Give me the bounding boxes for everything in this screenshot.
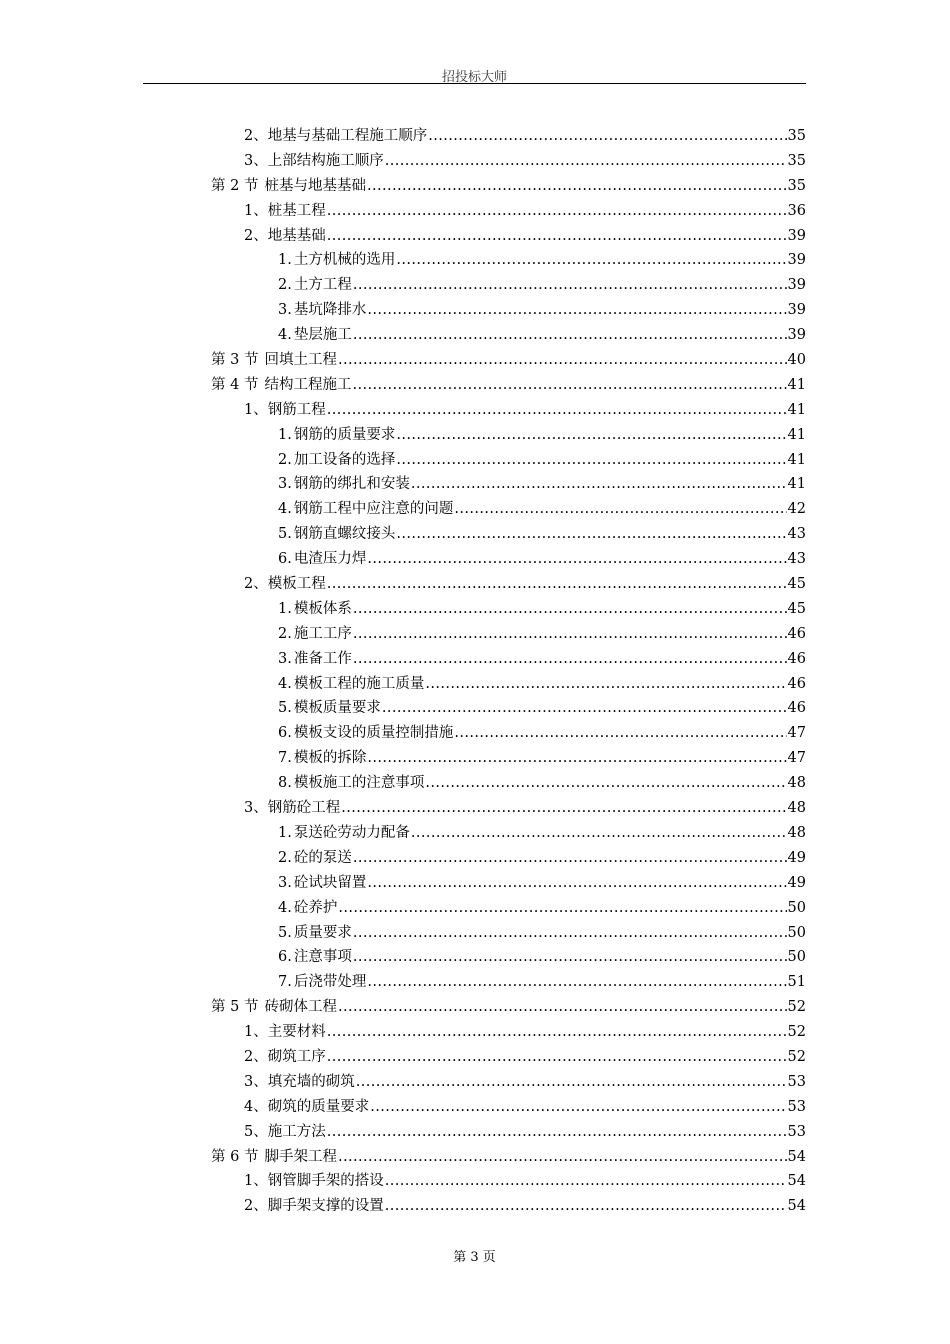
toc-entry-page-number: 41 <box>787 476 806 493</box>
toc-dot-leader <box>327 398 787 423</box>
toc-entry-page-number: 41 <box>787 376 806 393</box>
toc-entry-number: 7. <box>278 750 292 767</box>
toc-entry-number: 4. <box>278 675 292 692</box>
toc-entry-title: 结构工程施工 <box>264 376 352 393</box>
toc-dot-leader <box>367 970 786 995</box>
toc-entry-page-number: 35 <box>787 152 806 169</box>
toc-entry[interactable] <box>211 398 806 423</box>
toc-entry-title: 土方机械的选用 <box>293 252 396 269</box>
toc-entry-page-number: 47 <box>787 725 806 742</box>
toc-entry-number: 2、 <box>244 128 268 144</box>
toc-entry[interactable] <box>211 298 806 323</box>
toc-dot-leader <box>353 273 787 298</box>
toc-entry-number: 2、 <box>244 227 268 244</box>
toc-dot-leader <box>385 1169 787 1194</box>
toc-entry-number: 2、 <box>244 576 268 593</box>
toc-entry[interactable] <box>211 348 806 373</box>
toc-entry-title: 模板的拆除 <box>293 750 367 767</box>
toc-entry-page-number: 50 <box>787 949 806 966</box>
toc-entry[interactable] <box>211 1120 806 1145</box>
toc-entry-title: 主要材料 <box>267 1024 326 1041</box>
toc-entry-page-number: 49 <box>787 849 806 866</box>
toc-entry-page-number: 46 <box>787 700 806 717</box>
toc-entry-page-number: 35 <box>787 128 806 144</box>
toc-entry[interactable] <box>211 945 806 970</box>
toc-entry[interactable] <box>211 149 806 174</box>
toc-entry[interactable] <box>211 174 806 199</box>
toc-entry-page-number: 54 <box>787 1148 806 1165</box>
toc-dot-leader <box>454 721 786 746</box>
toc-entry-page-number: 50 <box>787 899 806 916</box>
toc-dot-leader <box>382 696 787 721</box>
header-divider <box>143 83 806 84</box>
toc-entry-number: 4、 <box>244 1098 268 1115</box>
table-of-contents <box>211 124 806 1219</box>
toc-entry[interactable] <box>211 622 806 647</box>
toc-entry-page-number: 39 <box>787 327 806 344</box>
toc-dot-leader <box>425 771 786 796</box>
toc-entry-number: 7. <box>278 974 292 991</box>
toc-entry-page-number: 47 <box>787 750 806 767</box>
toc-entry-page-number: 43 <box>787 526 806 543</box>
toc-dot-leader <box>353 647 787 672</box>
toc-dot-leader <box>353 921 787 946</box>
toc-entry-page-number: 49 <box>787 874 806 891</box>
toc-entry-page-number: 41 <box>787 451 806 468</box>
toc-entry[interactable] <box>211 846 806 871</box>
toc-entry-number: 1、 <box>244 202 268 219</box>
toc-entry-number: 1. <box>278 252 292 269</box>
toc-dot-leader <box>327 572 787 597</box>
toc-entry-title: 钢筋的绑扎和安装 <box>293 476 410 493</box>
toc-entry-number: 1、 <box>244 401 268 418</box>
toc-entry-number: 4. <box>278 327 292 344</box>
toc-entry-number: 第 3 节 <box>211 352 259 369</box>
toc-entry-page-number: 50 <box>787 924 806 941</box>
toc-entry[interactable] <box>211 497 806 522</box>
toc-dot-leader <box>411 821 787 846</box>
toc-entry[interactable] <box>211 696 806 721</box>
toc-entry-title: 地基与基础工程施工顺序 <box>267 128 428 144</box>
toc-entry[interactable] <box>211 199 806 224</box>
toc-entry-title: 模板工程 <box>267 576 326 593</box>
toc-dot-leader <box>367 746 786 771</box>
toc-entry-title: 砌筑的质量要求 <box>267 1098 370 1115</box>
toc-dot-leader <box>353 622 787 647</box>
toc-entry[interactable] <box>211 572 806 597</box>
toc-entry[interactable] <box>211 896 806 921</box>
toc-entry[interactable] <box>211 124 806 149</box>
toc-entry-title: 模板支设的质量控制措施 <box>293 725 454 742</box>
toc-entry-page-number: 39 <box>787 302 806 319</box>
toc-entry-number: 2、 <box>244 1048 268 1065</box>
toc-entry-number: 1. <box>278 426 292 443</box>
toc-entry-number: 4. <box>278 501 292 518</box>
toc-entry-title: 桩基工程 <box>267 202 326 219</box>
toc-entry-number: 第 5 节 <box>211 999 259 1016</box>
toc-dot-leader <box>327 1045 787 1070</box>
toc-dot-leader <box>385 149 787 174</box>
toc-entry-number: 第 2 节 <box>211 177 259 194</box>
toc-entry-page-number: 41 <box>787 426 806 443</box>
toc-entry[interactable] <box>211 1045 806 1070</box>
toc-entry-number: 2. <box>278 625 292 642</box>
toc-entry[interactable] <box>211 796 806 821</box>
toc-entry-page-number: 46 <box>787 675 806 692</box>
toc-entry-title: 注意事项 <box>293 949 352 966</box>
toc-entry[interactable] <box>211 448 806 473</box>
toc-entry-title: 泵送砼劳动力配备 <box>293 824 410 841</box>
toc-entry-number: 1、 <box>244 1024 268 1041</box>
toc-dot-leader <box>327 199 787 224</box>
toc-entry-title: 模板施工的注意事项 <box>293 775 425 792</box>
toc-entry-title: 脚手架支撑的设置 <box>267 1198 384 1215</box>
toc-entry-title: 钢筋直螺纹接头 <box>293 526 396 543</box>
toc-entry[interactable] <box>211 771 806 796</box>
toc-entry-number: 5. <box>278 700 292 717</box>
toc-entry-page-number: 45 <box>787 600 806 617</box>
toc-entry-title: 砌筑工序 <box>267 1048 326 1065</box>
toc-entry[interactable] <box>211 1070 806 1095</box>
toc-dot-leader <box>356 1070 787 1095</box>
toc-entry-number: 1. <box>278 600 292 617</box>
page-footer: 第 3 页 <box>453 1250 496 1265</box>
toc-entry-page-number: 48 <box>787 775 806 792</box>
toc-entry-page-number: 54 <box>787 1173 806 1190</box>
toc-entry-number: 3、 <box>244 152 268 169</box>
toc-entry-number: 5. <box>278 924 292 941</box>
toc-entry-title: 钢筋的质量要求 <box>293 426 396 443</box>
toc-dot-leader <box>396 448 786 473</box>
toc-entry-number: 3. <box>278 874 292 891</box>
toc-dot-leader <box>352 373 786 398</box>
toc-entry[interactable] <box>211 672 806 697</box>
toc-entry-number: 2. <box>278 849 292 866</box>
toc-entry-title: 施工方法 <box>267 1123 326 1140</box>
toc-entry-number: 第 6 节 <box>211 1148 259 1165</box>
toc-entry-number: 2、 <box>244 1198 268 1215</box>
toc-entry[interactable] <box>211 1194 806 1219</box>
toc-dot-leader <box>367 298 786 323</box>
toc-dot-leader <box>338 995 787 1020</box>
toc-entry-page-number: 53 <box>787 1123 806 1140</box>
toc-dot-leader <box>411 472 787 497</box>
toc-entry-title: 模板质量要求 <box>293 700 381 717</box>
toc-entry-page-number: 53 <box>787 1073 806 1090</box>
toc-entry-page-number: 39 <box>787 277 806 294</box>
toc-entry-title: 上部结构施工顺序 <box>267 152 384 169</box>
toc-entry-number: 3、 <box>244 1073 268 1090</box>
toc-entry-title: 模板工程的施工质量 <box>293 675 425 692</box>
toc-dot-leader <box>338 348 787 373</box>
toc-dot-leader <box>396 522 786 547</box>
toc-entry[interactable] <box>211 373 806 398</box>
toc-entry[interactable] <box>211 746 806 771</box>
toc-entry-page-number: 36 <box>787 202 806 219</box>
toc-entry[interactable] <box>211 1169 806 1194</box>
toc-entry-page-number: 43 <box>787 551 806 568</box>
toc-entry-number: 8. <box>278 775 292 792</box>
page-header: 招投标大师 <box>441 70 507 85</box>
toc-dot-leader <box>338 1145 787 1170</box>
toc-entry-page-number: 41 <box>787 401 806 418</box>
toc-entry-title: 砖砌体工程 <box>264 999 337 1016</box>
toc-entry-number: 6. <box>278 949 292 966</box>
toc-entry[interactable] <box>211 921 806 946</box>
toc-entry[interactable] <box>211 248 806 273</box>
toc-entry-page-number: 39 <box>787 227 806 244</box>
toc-entry[interactable] <box>211 547 806 572</box>
toc-entry-title: 加工设备的选择 <box>293 451 396 468</box>
toc-entry-title: 垫层施工 <box>293 327 352 344</box>
toc-entry-number: 第 4 节 <box>211 376 259 393</box>
toc-entry-page-number: 46 <box>787 650 806 667</box>
toc-entry-title: 模板体系 <box>293 600 352 617</box>
toc-dot-leader <box>367 871 786 896</box>
toc-dot-leader <box>338 896 786 921</box>
toc-entry-title: 施工工序 <box>293 625 352 642</box>
toc-entry[interactable] <box>211 647 806 672</box>
toc-entry-title: 质量要求 <box>293 924 352 941</box>
toc-entry-page-number: 39 <box>787 252 806 269</box>
toc-entry-title: 脚手架工程 <box>264 1148 337 1165</box>
toc-entry[interactable] <box>211 323 806 348</box>
toc-dot-leader <box>353 846 787 871</box>
toc-entry-number: 3. <box>278 302 292 319</box>
toc-entry-page-number: 35 <box>787 177 806 194</box>
toc-entry-number: 1、 <box>244 1173 268 1190</box>
toc-dot-leader <box>454 497 786 522</box>
toc-entry[interactable] <box>211 995 806 1020</box>
toc-dot-leader <box>367 174 787 199</box>
toc-dot-leader <box>428 124 786 149</box>
toc-entry-number: 6. <box>278 725 292 742</box>
toc-entry-page-number: 54 <box>787 1198 806 1215</box>
toc-entry-title: 基坑降排水 <box>293 302 367 319</box>
toc-entry-title: 桩基与地基基础 <box>264 177 366 194</box>
toc-entry[interactable] <box>211 821 806 846</box>
toc-entry[interactable] <box>211 1095 806 1120</box>
toc-dot-leader <box>353 945 787 970</box>
toc-entry-page-number: 53 <box>787 1098 806 1115</box>
toc-entry-title: 准备工作 <box>293 650 352 667</box>
toc-entry-page-number: 40 <box>787 352 806 369</box>
toc-entry-title: 填充墙的砌筑 <box>267 1073 355 1090</box>
toc-dot-leader <box>425 672 786 697</box>
toc-entry-number: 4. <box>278 899 292 916</box>
toc-entry[interactable] <box>211 423 806 448</box>
toc-entry-title: 后浇带处理 <box>293 974 367 991</box>
toc-dot-leader <box>327 1120 787 1145</box>
toc-dot-leader <box>353 323 787 348</box>
toc-entry-number: 3. <box>278 476 292 493</box>
toc-dot-leader <box>370 1095 786 1120</box>
toc-entry-page-number: 48 <box>787 824 806 841</box>
toc-entry[interactable] <box>211 597 806 622</box>
toc-entry[interactable] <box>211 522 806 547</box>
toc-entry[interactable] <box>211 871 806 896</box>
toc-entry-page-number: 45 <box>787 576 806 593</box>
toc-dot-leader <box>396 423 786 448</box>
toc-dot-leader <box>327 1020 787 1045</box>
toc-entry-number: 2. <box>278 451 292 468</box>
toc-entry-page-number: 48 <box>787 800 806 817</box>
toc-entry[interactable] <box>211 273 806 298</box>
toc-entry-title: 电渣压力焊 <box>293 551 367 568</box>
toc-entry-title: 砼的泵送 <box>293 849 352 866</box>
toc-dot-leader <box>341 796 786 821</box>
toc-dot-leader <box>396 248 786 273</box>
toc-entry[interactable] <box>211 721 806 746</box>
toc-entry[interactable] <box>211 1020 806 1045</box>
toc-entry-title: 钢筋工程中应注意的问题 <box>293 501 454 518</box>
toc-entry-title: 地基基础 <box>267 227 326 244</box>
toc-entry[interactable] <box>211 1145 806 1170</box>
toc-entry-page-number: 51 <box>787 974 806 991</box>
toc-entry-page-number: 52 <box>787 1048 806 1065</box>
toc-entry-number: 1. <box>278 824 292 841</box>
toc-entry-page-number: 42 <box>787 501 806 518</box>
toc-entry-number: 2. <box>278 277 292 294</box>
toc-entry-page-number: 46 <box>787 625 806 642</box>
toc-entry[interactable] <box>211 472 806 497</box>
toc-entry[interactable] <box>211 224 806 249</box>
toc-dot-leader <box>367 547 786 572</box>
toc-entry-number: 3. <box>278 650 292 667</box>
toc-entry[interactable] <box>211 970 806 995</box>
toc-entry-number: 6. <box>278 551 292 568</box>
toc-entry-number: 3、 <box>244 800 268 817</box>
toc-entry-title: 钢管脚手架的搭设 <box>267 1173 384 1190</box>
toc-entry-title: 砼养护 <box>293 899 338 916</box>
toc-entry-title: 土方工程 <box>293 277 352 294</box>
toc-entry-number: 5. <box>278 526 292 543</box>
toc-dot-leader <box>327 224 787 249</box>
toc-entry-title: 回填土工程 <box>264 352 337 369</box>
toc-entry-page-number: 52 <box>787 999 806 1016</box>
toc-entry-number: 5、 <box>244 1123 268 1140</box>
toc-dot-leader <box>353 597 787 622</box>
toc-dot-leader <box>385 1194 787 1219</box>
toc-entry-title: 钢筋工程 <box>267 401 326 418</box>
toc-entry-page-number: 52 <box>787 1024 806 1041</box>
toc-entry-title: 砼试块留置 <box>293 874 367 891</box>
toc-entry-title: 钢筋砼工程 <box>267 800 341 817</box>
